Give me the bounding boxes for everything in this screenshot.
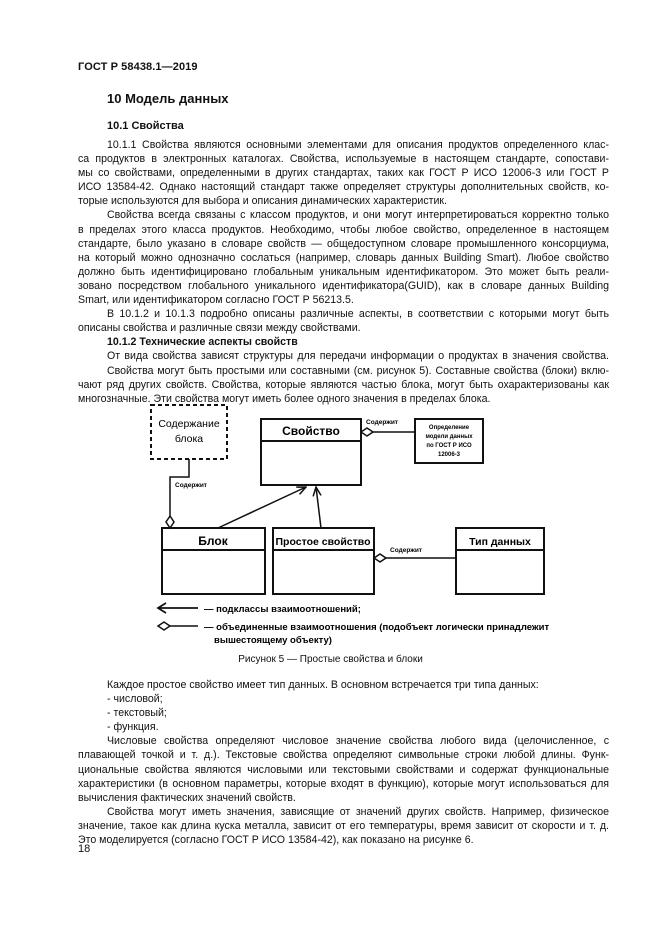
simple-datatype-link xyxy=(374,547,456,562)
subsection-title: 10.1 Свойства xyxy=(107,120,184,132)
simple-property-label: Простое свойство xyxy=(275,536,371,548)
text-line: торые используются для выбора и описания динамических характеристик. xyxy=(78,195,447,208)
text-line: Каждое простое свойство имеет тип данных. В основном встречается три типа данных: xyxy=(107,679,539,691)
definition-line: по ГОСТ Р ИСО xyxy=(426,443,472,449)
definition-box xyxy=(415,419,483,463)
contains-label: Содержит xyxy=(366,419,398,426)
text-line: на который можно однозначно сослаться (например, словарь данных Building Smart). Любое свойство xyxy=(78,251,609,264)
text-line: ИСО 13584-42. Однако настоящий стандарт также определяет структуры дополнительных свойств, ко- xyxy=(78,181,609,194)
block-content-label-line1: Содержание xyxy=(158,418,220,430)
text-line: значение, такое как длина куска металла, зависит от его температуры, время зависит от скорости и т. д. xyxy=(78,819,609,832)
simple-property-box xyxy=(273,528,374,594)
list-item: - числовой; xyxy=(107,693,163,706)
legend-subclass-text: — подклассы взаимоотношений; xyxy=(204,604,361,615)
block-subclass-arrow xyxy=(218,487,306,528)
text-line: Свойства могут быть простыми или составными (см. рисунок 5). Составные свойства (блоки) вклю- xyxy=(107,364,609,377)
contains-label: Содержит xyxy=(175,482,207,489)
section-title: 10 Модель данных xyxy=(107,91,229,106)
text-block-2 xyxy=(78,678,609,847)
block-box xyxy=(162,528,265,594)
legend-aggregation xyxy=(158,622,549,646)
text-line: многозначные. Эти свойства могут иметь более одного значения в пределах блока. xyxy=(78,392,491,405)
text-line: В 10.1.2 и 10.1.3 подробно описаны различные аспекты, в соответствии с которыми могут быть xyxy=(107,308,609,321)
data-type-box xyxy=(456,528,544,594)
definition-line: модели данных xyxy=(425,434,473,440)
text-line: От вида свойства зависят структуры для передачи информации о продуктах в значения свойства. xyxy=(107,350,609,363)
legend-subclass xyxy=(158,603,361,615)
text-line: плавающей точкой и т. д.). Текстовые свойства определяют символьные строки любой длины. Функ- xyxy=(78,749,609,762)
text-line: Это моделируется (согласно ГОСТ Р ИСО 13584-42), как показано на рисунке 6. xyxy=(78,834,474,847)
text-line: Числовые свойства определяют числовое значение свойства любого вида (целочисленное, с xyxy=(107,735,609,748)
legend-aggregation-text: — объединенные взаимоотношения (подобъект логически принадлежит xyxy=(204,622,550,633)
text-block-1 xyxy=(78,138,609,406)
text-line: вычисления фактических значений свойств. xyxy=(78,791,296,804)
data-type-label: Тип данных xyxy=(469,536,531,548)
figure-5-diagram xyxy=(0,395,661,650)
text-line: характеристики (в основном параметры, которые входят в функцию), которые могут использоваться для xyxy=(78,777,609,790)
legend-aggregation-text-2: вышестоящему объекту) xyxy=(214,635,332,646)
document-header: ГОСТ Р 58438.1—2019 xyxy=(78,61,198,73)
text-line: Smart, или идентификатором согласно ГОСТ Р 56213.5. xyxy=(78,294,354,307)
text-line: чают ряд других свойств. Свойства, которые являются частью блока, могут быть охарактеризованы как xyxy=(78,378,609,391)
page-number: 18 xyxy=(78,843,91,855)
block-content-label-line2: блока xyxy=(174,433,204,445)
block-content-link xyxy=(166,459,207,528)
text-line: са продуктов в электронных каталогах. Свойства, используемые в настоящем стандарте, сопостави- xyxy=(78,153,609,166)
figure-caption: Рисунок 5 — Простые свойства и блоки xyxy=(238,654,423,665)
block-content-box xyxy=(151,405,227,459)
text-line: зовано посредством глобального уникального идентификатора(GUID), как в словаре данных Building xyxy=(78,279,609,292)
text-line: описаны свойства и различные связи между свойствами. xyxy=(78,322,361,335)
definition-line: Определение xyxy=(428,425,470,431)
text-line: 10.1.1 Свойства являются основными элементами для описания продуктов определенного клас- xyxy=(107,139,609,151)
block-box-label: Блок xyxy=(198,534,228,548)
property-box-label: Свойство xyxy=(282,424,340,438)
contains-label: Содержит xyxy=(390,547,422,554)
text-line: стандарте, было указано в словаре свойств — общедоступном словаре промышленного консорциума, xyxy=(78,237,609,250)
definition-line: 12006-3 xyxy=(437,452,461,458)
text-line: должно быть идентифицировано глобальным уникальным идентификатором. Это может быть реали- xyxy=(78,265,609,278)
text-line: циональные свойства являются числовыми или текстовыми свойствами и содержат функциональные xyxy=(78,763,609,776)
property-box xyxy=(261,419,361,485)
text-line: в пределах этого класса продуктов. Необходимо, чтобы любое свойство, определенное в настоящем xyxy=(78,223,609,236)
list-item: - текстовый; xyxy=(107,707,167,720)
list-item: - функция. xyxy=(107,721,159,734)
text-line: мы со свойствами, определенными в других стандартах, таких как ГОСТ Р ИСО 12006-3 или ГОСТ Р xyxy=(78,167,609,180)
simple-subclass-arrow xyxy=(316,487,321,528)
clause-heading: 10.1.2 Технические аспекты свойств xyxy=(107,336,298,349)
property-definition-link xyxy=(361,419,415,436)
text-line: Свойства могут иметь значения, зависящие от значений других свойств. Например, физическое xyxy=(107,805,609,818)
text-line: Свойства всегда связаны с классом продуктов, и они могут интерпретироваться корректно только xyxy=(107,209,609,222)
